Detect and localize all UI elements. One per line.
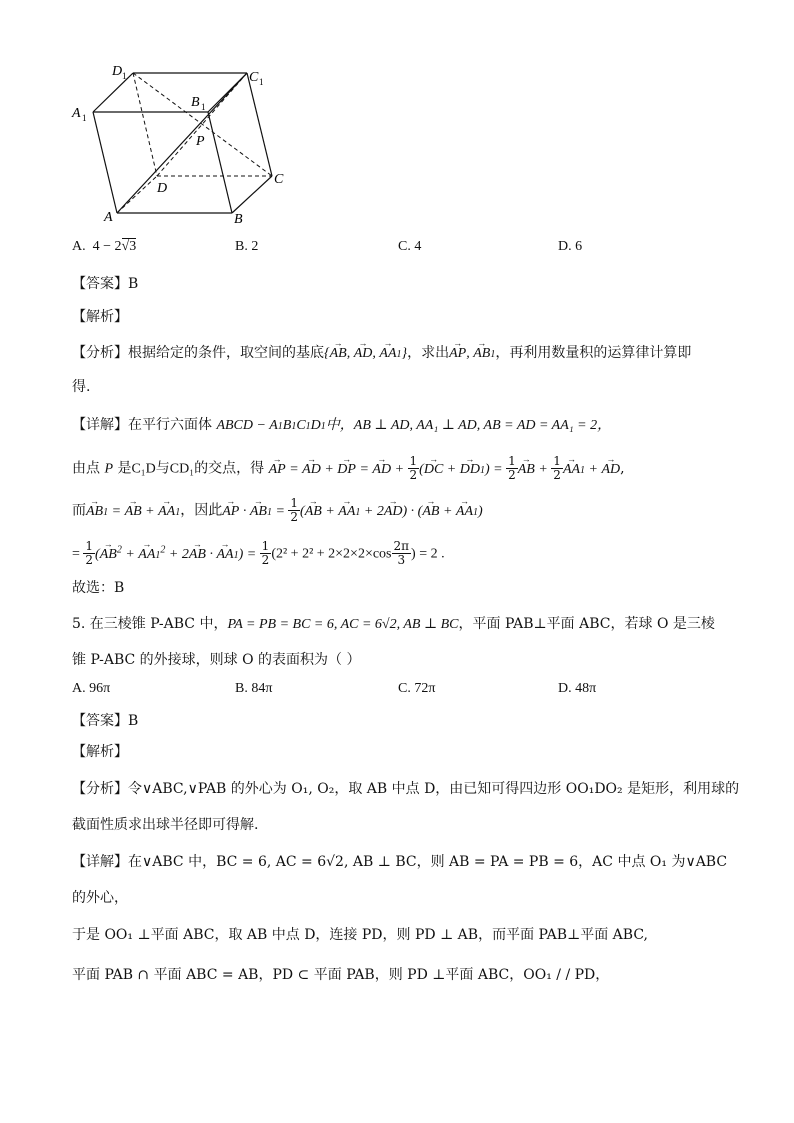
q5-option-c: C. 72π <box>398 681 436 696</box>
q5-option-a: A. 96π <box>72 681 111 696</box>
q5-answer: 【答案】B <box>72 713 139 729</box>
svg-text:1: 1 <box>201 102 206 112</box>
parallelepiped-figure <box>60 55 300 235</box>
label-A1: A <box>72 106 81 121</box>
q5-stem-line2: 锥 P-ABC 的外接球，则球 O 的表面积为（ ） <box>72 652 361 668</box>
q5-detail-line3: 于是 OO₁ ⊥平面 ABC，取 AB 中点 D，连接 PD，则 PD ⊥ AB，而平面 PAB⊥平面 ABC, <box>72 927 649 943</box>
label-C: C <box>274 172 284 187</box>
label-D: D <box>157 181 168 196</box>
svg-text:1: 1 <box>259 77 264 87</box>
q4-detail-line4: = $\frac{1}{2}$ (→ $AB^2$ + → $AA1^2 + 2\to$ AB · → AA1) = $\frac{1}{2}$ (2² + 2² + 2×2×2×cos $\frac{2\pi}{3}$ ) = 2 . <box>72 540 445 567</box>
label-C1: C <box>249 70 259 85</box>
q5-detail-line4: 平面 PAB ∩ 平面 ABC = AB，PD ⊂ 平面 PAB，则 PD ⊥平面 ABC，OO₁ / / PD， <box>72 967 610 983</box>
label-B1: B <box>191 95 200 110</box>
q4-analysis-line2: 得. <box>72 379 91 395</box>
q4-detail-line2: 由点 P 是C₁D与CD₁的交点，得 → AP = → AD + → DP = → AD + $\frac{1}{2}$ (→ DC + → DD1) = $\frac{1}{2}$ → AB + $\frac{1}{2}$ → AA1 + → AD, <box>72 455 625 482</box>
q4-detail-line3: 而→ AB1 = → AB + → AA1，因此→ AP · → AB1 = $\frac{1}{2}$ (→ AB + → AA1 + 2→ AD) · (→ AB + → AA1) <box>72 497 483 524</box>
q4-option-c: C. 4 <box>398 239 422 254</box>
label-P: P <box>196 134 205 149</box>
label-B: B <box>234 212 243 227</box>
q5-detail-line2: 的外心， <box>72 890 128 906</box>
q5-option-d: D. 48π <box>558 681 597 696</box>
label-D1: D <box>112 64 123 79</box>
q5-option-b: B. 84π <box>235 681 273 696</box>
q4-option-d: D. 6 <box>558 239 583 254</box>
q5-detail-line1: 【详解】在∨ABC 中，BC = 6, AC = 6√2, AB ⊥ BC，则 AB = PA = PB = 6，AC 中点 O₁ 为∨ABC <box>72 854 728 870</box>
q5-jiexi: 【解析】 <box>72 744 128 760</box>
q5-analysis-line2: 截面性质求出球半径即可得解. <box>72 817 259 833</box>
q4-jiexi: 【解析】 <box>72 309 128 325</box>
q4-option-a: A. 4 − 2√3 <box>72 239 137 254</box>
q4-option-b: B. 2 <box>235 239 259 254</box>
svg-text:1: 1 <box>82 113 87 123</box>
q5-stem-line1: 5. 在三棱锥 P-ABC 中，PA = PB = BC = 6, AC = 6√2, AB ⊥ BC，平面 PAB⊥平面 ABC，若球 O 是三棱 <box>72 616 715 632</box>
q4-choice: 故选：B <box>72 580 125 596</box>
label-A: A <box>104 210 113 225</box>
q4-detail-line1: 【详解】在平行六面体 ABCD − A1B1C1D1中，AB ⊥ AD, AA₁ ⊥ AD, AB = AD = AA₁ = 2， <box>72 417 612 433</box>
q4-answer: 【答案】B <box>72 276 139 292</box>
svg-text:1: 1 <box>122 71 127 81</box>
q5-analysis-line1: 【分析】令∨ABC,∨PAB 的外心为 O₁, O₂，取 AB 中点 D，由已知可得四边形 OO₁DO₂ 是矩形，利用球的 <box>72 781 740 797</box>
q4-analysis-line1: 【分析】根据给定的条件，取空间的基底{→ AB, → AD, → AA1}，求出→ AP, → AB1，再利用数量积的运算律计算即 <box>72 343 691 365</box>
